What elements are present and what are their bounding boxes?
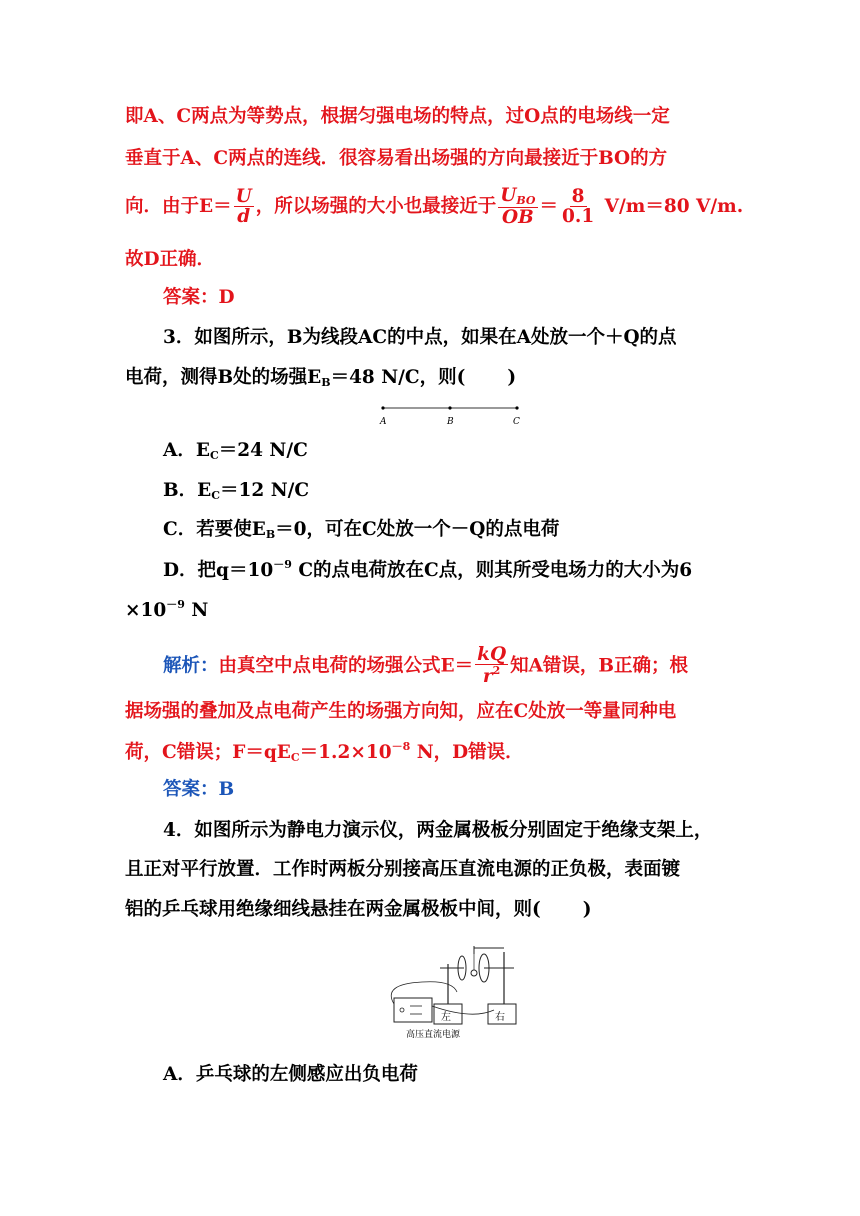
explanation-3: 解析：由真空中点电荷的场强公式E＝ $\frac{kQ}{r^2}$ 知A错误，B正确；根 (163, 644, 689, 688)
answer-label: 答案：B (163, 779, 235, 800)
explanation-line: 故D正确． (125, 249, 216, 270)
option-a: A．乒乓球的左侧感应出负电荷 (163, 1064, 418, 1085)
question-3-stem: 3．如图所示，B为线段AC的中点，如果在A处放一个＋Q的点 (163, 327, 677, 348)
explanation-line: 垂直于A、C两点的连线．很容易看出场强的方向最接近于BO的方 (125, 148, 668, 169)
right-plate-label: 右 (495, 1012, 505, 1023)
question-4-stem: 4．如图所示为静电力演示仪，两金属极板分别固定于绝缘支架上， (163, 820, 713, 841)
option-a: A．$E_C=24$ N/C (163, 440, 308, 462)
answer-label: 答案：D (163, 287, 235, 308)
explanation-3-line: 荷，C错误；$F=qE_C=1.2\times 10^{-8}$ N，D错误． (125, 740, 524, 764)
option-b: B．$E_C=12$ N/C (163, 480, 310, 502)
point-b-label: B (447, 417, 454, 427)
point-c-label: C (513, 417, 520, 427)
question-4-stem: 且正对平行放置．工作时两板分别接高压直流电源的正负极，表面镀 (125, 859, 681, 880)
question-4-stem: 铝的乒乓球用绝缘细线悬挂在两金属极板中间，则( ) (125, 899, 592, 920)
question-3-stem: 电荷，测得B处的场强$E_B=48$ N/C，则( ) (125, 367, 517, 389)
explanation-3-line: 据场强的叠加及点电荷产生的场强方向知，应在C处放一等量同种电 (125, 701, 677, 722)
electrostatic-demo-figure (382, 944, 532, 1040)
explanation-line: 即A、C两点为等势点，根据匀强电场的特点，过O点的电场线一定 (125, 106, 670, 127)
option-d-cont: $\times 10^{-9}$ N (125, 598, 209, 621)
explanation-formula-line: 向．由于E＝ $\frac{U}{d}$ ，所以场强的大小也最接近于 $\frac{U_{BO}}{OB}$ ＝ $\frac{8}{0.1}$ V/m＝80 V/m. (125, 185, 744, 228)
point-a-label: A (380, 417, 387, 427)
figure-caption: 高压直流电源 (406, 1030, 461, 1040)
option-c: C．若要使$E_B=0$，可在C处放一个－Q的点电荷 (163, 519, 560, 541)
left-plate-label: 左 (441, 1012, 451, 1023)
option-d: D．把$q=10^{-9}$ C的点电荷放在C点，则其所受电场力的大小为6 (163, 558, 693, 581)
segment-abc-figure (374, 400, 534, 430)
